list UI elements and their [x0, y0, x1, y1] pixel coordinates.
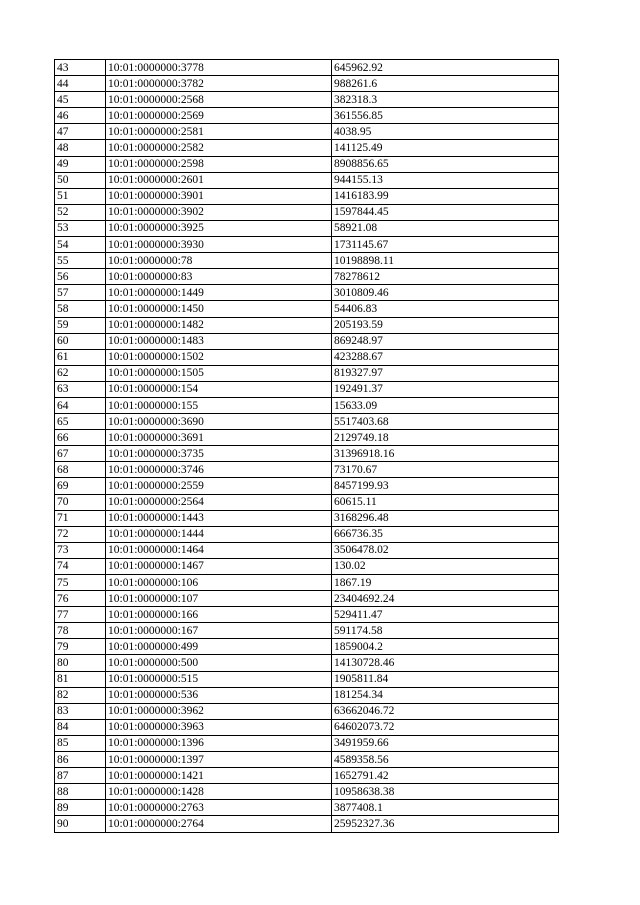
value-cell: 869248.97 — [332, 333, 559, 349]
table-row — [55, 671, 559, 687]
row-number-cell: 60 — [55, 333, 106, 349]
row-number-cell: 66 — [55, 430, 106, 446]
cadastral-number-cell: 10:01:0000000:3735 — [106, 446, 332, 462]
table-row — [55, 172, 559, 188]
value-cell: 361556.85 — [332, 108, 559, 124]
row-number-cell: 47 — [55, 124, 106, 140]
cadastral-number-cell: 10:01:0000000:3902 — [106, 204, 332, 220]
value-cell: 1416183.99 — [332, 188, 559, 204]
value-cell: 31396918.16 — [332, 446, 559, 462]
row-number-cell: 65 — [55, 414, 106, 430]
row-number-cell: 79 — [55, 639, 106, 655]
cadastral-number-cell: 10:01:0000000:166 — [106, 607, 332, 623]
cadastral-number-cell: 10:01:0000000:2568 — [106, 92, 332, 108]
value-cell: 130.02 — [332, 558, 559, 574]
table-row — [55, 430, 559, 446]
cadastral-number-cell: 10:01:0000000:3782 — [106, 76, 332, 92]
table-row — [55, 768, 559, 784]
value-cell: 645962.92 — [332, 60, 559, 76]
cadastral-number-cell: 10:01:0000000:1482 — [106, 317, 332, 333]
table-row — [55, 92, 559, 108]
value-cell: 58921.08 — [332, 220, 559, 236]
value-cell: 3491959.66 — [332, 735, 559, 751]
row-number-cell: 46 — [55, 108, 106, 124]
value-cell: 23404692.24 — [332, 591, 559, 607]
value-cell: 666736.35 — [332, 526, 559, 542]
row-number-cell: 45 — [55, 92, 106, 108]
row-number-cell: 77 — [55, 607, 106, 623]
cadastral-number-cell: 10:01:0000000:1502 — [106, 349, 332, 365]
table-row — [55, 269, 559, 285]
cadastral-number-cell: 10:01:0000000:3962 — [106, 703, 332, 719]
value-cell: 3010809.46 — [332, 285, 559, 301]
cadastral-number-cell: 10:01:0000000:3925 — [106, 220, 332, 236]
table-body — [55, 60, 559, 833]
value-cell: 8457199.93 — [332, 478, 559, 494]
value-cell: 10198898.11 — [332, 253, 559, 269]
table-row — [55, 510, 559, 526]
cadastral-number-cell: 10:01:0000000:1421 — [106, 768, 332, 784]
table-row — [55, 140, 559, 156]
row-number-cell: 76 — [55, 591, 106, 607]
row-number-cell: 78 — [55, 623, 106, 639]
cadastral-number-cell: 10:01:0000000:1444 — [106, 526, 332, 542]
table-row — [55, 381, 559, 397]
cadastral-number-cell: 10:01:0000000:83 — [106, 269, 332, 285]
row-number-cell: 74 — [55, 558, 106, 574]
row-number-cell: 54 — [55, 237, 106, 253]
row-number-cell: 89 — [55, 800, 106, 816]
value-cell: 382318.3 — [332, 92, 559, 108]
row-number-cell: 81 — [55, 671, 106, 687]
row-number-cell: 44 — [55, 76, 106, 92]
table-row — [55, 462, 559, 478]
row-number-cell: 43 — [55, 60, 106, 76]
table-row — [55, 317, 559, 333]
table-row — [55, 156, 559, 172]
row-number-cell: 50 — [55, 172, 106, 188]
row-number-cell: 85 — [55, 735, 106, 751]
row-number-cell: 70 — [55, 494, 106, 510]
cadastral-number-cell: 10:01:0000000:3690 — [106, 414, 332, 430]
value-cell: 4589358.56 — [332, 752, 559, 768]
table-row — [55, 800, 559, 816]
cadastral-number-cell: 10:01:0000000:3746 — [106, 462, 332, 478]
value-cell: 1867.19 — [332, 575, 559, 591]
cadastral-number-cell: 10:01:0000000:107 — [106, 591, 332, 607]
table-row — [55, 60, 559, 76]
value-cell: 4038.95 — [332, 124, 559, 140]
value-cell: 944155.13 — [332, 172, 559, 188]
cadastral-number-cell: 10:01:0000000:154 — [106, 381, 332, 397]
value-cell: 141125.49 — [332, 140, 559, 156]
row-number-cell: 49 — [55, 156, 106, 172]
cadastral-number-cell: 10:01:0000000:155 — [106, 397, 332, 413]
row-number-cell: 86 — [55, 752, 106, 768]
cadastral-number-cell: 10:01:0000000:2601 — [106, 172, 332, 188]
value-cell: 54406.83 — [332, 301, 559, 317]
value-cell: 3506478.02 — [332, 542, 559, 558]
table-row — [55, 735, 559, 751]
value-cell: 73170.67 — [332, 462, 559, 478]
cadastral-number-cell: 10:01:0000000:1449 — [106, 285, 332, 301]
value-cell: 14130728.46 — [332, 655, 559, 671]
value-cell: 1859004.2 — [332, 639, 559, 655]
row-number-cell: 51 — [55, 188, 106, 204]
value-cell: 15633.09 — [332, 397, 559, 413]
data-table — [54, 59, 559, 833]
row-number-cell: 64 — [55, 397, 106, 413]
value-cell: 8908856.65 — [332, 156, 559, 172]
cadastral-number-cell: 10:01:0000000:2581 — [106, 124, 332, 140]
table-row — [55, 816, 559, 832]
value-cell: 423288.67 — [332, 349, 559, 365]
value-cell: 1597844.45 — [332, 204, 559, 220]
cadastral-number-cell: 10:01:0000000:1450 — [106, 301, 332, 317]
table-row — [55, 285, 559, 301]
value-cell: 988261.6 — [332, 76, 559, 92]
row-number-cell: 87 — [55, 768, 106, 784]
table-row — [55, 494, 559, 510]
row-number-cell: 72 — [55, 526, 106, 542]
value-cell: 529411.47 — [332, 607, 559, 623]
cadastral-number-cell: 10:01:0000000:536 — [106, 687, 332, 703]
cadastral-number-cell: 10:01:0000000:2569 — [106, 108, 332, 124]
table-row — [55, 655, 559, 671]
value-cell: 1652791.42 — [332, 768, 559, 784]
table-row — [55, 220, 559, 236]
row-number-cell: 71 — [55, 510, 106, 526]
row-number-cell: 61 — [55, 349, 106, 365]
table-row — [55, 414, 559, 430]
row-number-cell: 55 — [55, 253, 106, 269]
table-row — [55, 253, 559, 269]
cadastral-number-cell: 10:01:0000000:499 — [106, 639, 332, 655]
cadastral-number-cell: 10:01:0000000:1428 — [106, 784, 332, 800]
cadastral-number-cell: 10:01:0000000:106 — [106, 575, 332, 591]
table-row — [55, 784, 559, 800]
row-number-cell: 84 — [55, 719, 106, 735]
value-cell: 25952327.36 — [332, 816, 559, 832]
cadastral-number-cell: 10:01:0000000:2763 — [106, 800, 332, 816]
table-row — [55, 188, 559, 204]
table-row — [55, 607, 559, 623]
row-number-cell: 52 — [55, 204, 106, 220]
value-cell: 205193.59 — [332, 317, 559, 333]
cadastral-number-cell: 10:01:0000000:500 — [106, 655, 332, 671]
cadastral-number-cell: 10:01:0000000:1443 — [106, 510, 332, 526]
cadastral-number-cell: 10:01:0000000:3901 — [106, 188, 332, 204]
row-number-cell: 48 — [55, 140, 106, 156]
cadastral-number-cell: 10:01:0000000:2564 — [106, 494, 332, 510]
table-row — [55, 687, 559, 703]
table-row — [55, 752, 559, 768]
value-cell: 2129749.18 — [332, 430, 559, 446]
cadastral-number-cell: 10:01:0000000:3778 — [106, 60, 332, 76]
value-cell: 1731145.67 — [332, 237, 559, 253]
row-number-cell: 82 — [55, 687, 106, 703]
row-number-cell: 88 — [55, 784, 106, 800]
value-cell: 78278612 — [332, 269, 559, 285]
value-cell: 63662046.72 — [332, 703, 559, 719]
value-cell: 10958638.38 — [332, 784, 559, 800]
cadastral-number-cell: 10:01:0000000:2598 — [106, 156, 332, 172]
row-number-cell: 67 — [55, 446, 106, 462]
table-row — [55, 237, 559, 253]
row-number-cell: 62 — [55, 365, 106, 381]
table-row — [55, 591, 559, 607]
cadastral-number-cell: 10:01:0000000:2764 — [106, 816, 332, 832]
row-number-cell: 69 — [55, 478, 106, 494]
row-number-cell: 58 — [55, 301, 106, 317]
value-cell: 591174.58 — [332, 623, 559, 639]
value-cell: 192491.37 — [332, 381, 559, 397]
cadastral-number-cell: 10:01:0000000:1505 — [106, 365, 332, 381]
cadastral-number-cell: 10:01:0000000:3930 — [106, 237, 332, 253]
table-row — [55, 365, 559, 381]
cadastral-number-cell: 10:01:0000000:515 — [106, 671, 332, 687]
row-number-cell: 56 — [55, 269, 106, 285]
table-row — [55, 575, 559, 591]
cadastral-number-cell: 10:01:0000000:3691 — [106, 430, 332, 446]
row-number-cell: 80 — [55, 655, 106, 671]
table-row — [55, 108, 559, 124]
row-number-cell: 59 — [55, 317, 106, 333]
row-number-cell: 53 — [55, 220, 106, 236]
table-row — [55, 719, 559, 735]
row-number-cell: 83 — [55, 703, 106, 719]
table-row — [55, 542, 559, 558]
table-row — [55, 333, 559, 349]
cadastral-number-cell: 10:01:0000000:78 — [106, 253, 332, 269]
table-row — [55, 349, 559, 365]
table-row — [55, 301, 559, 317]
value-cell: 819327.97 — [332, 365, 559, 381]
cadastral-number-cell: 10:01:0000000:1396 — [106, 735, 332, 751]
value-cell: 181254.34 — [332, 687, 559, 703]
table-row — [55, 76, 559, 92]
cadastral-number-cell: 10:01:0000000:1464 — [106, 542, 332, 558]
cadastral-number-cell: 10:01:0000000:3963 — [106, 719, 332, 735]
row-number-cell: 75 — [55, 575, 106, 591]
cadastral-number-cell: 10:01:0000000:2559 — [106, 478, 332, 494]
row-number-cell: 90 — [55, 816, 106, 832]
table-row — [55, 639, 559, 655]
row-number-cell: 57 — [55, 285, 106, 301]
table-row — [55, 446, 559, 462]
table-row — [55, 124, 559, 140]
cadastral-number-cell: 10:01:0000000:1397 — [106, 752, 332, 768]
table-row — [55, 558, 559, 574]
table-row — [55, 397, 559, 413]
cadastral-number-cell: 10:01:0000000:1483 — [106, 333, 332, 349]
value-cell: 5517403.68 — [332, 414, 559, 430]
table-row — [55, 623, 559, 639]
table-row — [55, 703, 559, 719]
row-number-cell: 63 — [55, 381, 106, 397]
table-row — [55, 526, 559, 542]
cadastral-number-cell: 10:01:0000000:2582 — [106, 140, 332, 156]
value-cell: 1905811.84 — [332, 671, 559, 687]
value-cell: 60615.11 — [332, 494, 559, 510]
table-row — [55, 204, 559, 220]
row-number-cell: 73 — [55, 542, 106, 558]
cadastral-number-cell: 10:01:0000000:167 — [106, 623, 332, 639]
value-cell: 64602073.72 — [332, 719, 559, 735]
value-cell: 3877408.1 — [332, 800, 559, 816]
cadastral-number-cell: 10:01:0000000:1467 — [106, 558, 332, 574]
table-row — [55, 478, 559, 494]
row-number-cell: 68 — [55, 462, 106, 478]
value-cell: 3168296.48 — [332, 510, 559, 526]
